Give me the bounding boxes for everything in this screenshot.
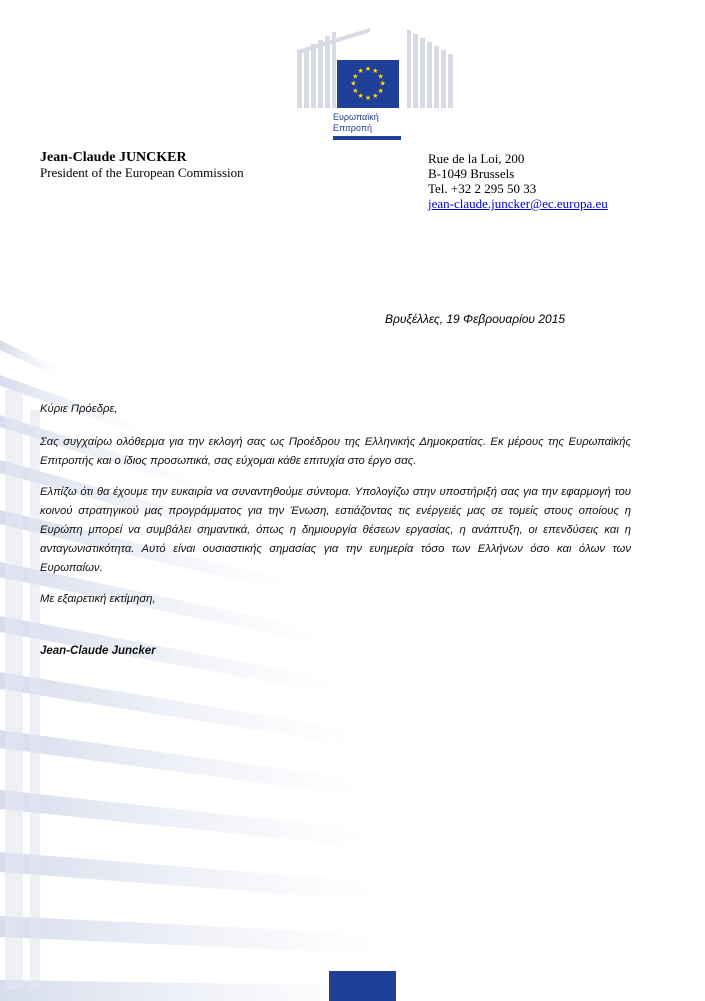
svg-text:★: ★ [372, 67, 379, 75]
svg-text:★: ★ [357, 67, 364, 75]
svg-text:★: ★ [357, 92, 364, 101]
address-block [428, 151, 608, 211]
svg-text:★: ★ [364, 65, 372, 73]
email-link[interactable]: jean-claude.juncker@ec.europa.eu [428, 196, 608, 211]
sender-title: President of the European Commission [40, 165, 244, 180]
closing: Με εξαιρετική εκτίμηση, [40, 593, 156, 605]
svg-text:★: ★ [364, 94, 372, 103]
svg-text:★: ★ [352, 86, 359, 95]
logo-org-line2: Επιτροπή [333, 123, 372, 133]
svg-text:★: ★ [377, 86, 384, 95]
paragraph-1: Σας συγχαίρω ολόθερμα για την εκλογή σας ως Προέδρου της Ελληνικής Δημοκρατίας. Εκ μέρους της Ευρωπαϊκής Επιτροπής και ο ίδιος προσωπικά, σας εύχομαι κάθε επιτυχία στο έργο σας. [40, 436, 631, 467]
sender-block [40, 150, 244, 180]
signature: Jean-Claude Juncker [40, 645, 156, 657]
svg-text:★: ★ [372, 92, 379, 101]
salutation: Κύριε Πρόεδρε, [40, 403, 118, 415]
paragraph-2: Ελπίζω ότι θα έχουμε την ευκαιρία να συναντηθούμε σύντομα. Υπολογίζω στην υποστήριξή σας για την εφαρμογή του κοινού στρατηγικού μας προγράμματος για την Ένωση, εστιάζοντας τις ενέργειές μας σε τομείς στους οποίους η Ευρώπη μπορεί να συμβάλει σημαντικά, όπως η δημιουργία θέσεων εργασίας, η ανάπτυξη, οι επενδύσεις και η ανταγωνιστικότητα. Αυτό είναι ουσιαστικής σημασίας για την ευημερία τόσο των Ελλήνων όσο και όλων των Ευρωπαίων. [40, 486, 631, 574]
address-phone: Tel. +32 2 295 50 33 [428, 181, 537, 196]
svg-text:★: ★ [379, 79, 386, 88]
svg-text:★: ★ [352, 72, 359, 81]
logo-org-name [333, 112, 403, 134]
address-city: B-1049 Brussels [428, 166, 515, 181]
footer-bar [329, 971, 396, 1001]
svg-text:★: ★ [377, 72, 384, 81]
letter-date: Βρυξέλλες, 19 Φεβρουαρίου 2015 [385, 312, 566, 326]
address-street: Rue de la Loi, 200 [428, 151, 525, 166]
sender-name: Jean-Claude JUNCKER [40, 150, 187, 165]
letter-body [40, 400, 631, 621]
logo-org-line1: Ευρωπαϊκή [333, 112, 379, 122]
svg-text:★: ★ [350, 79, 357, 88]
